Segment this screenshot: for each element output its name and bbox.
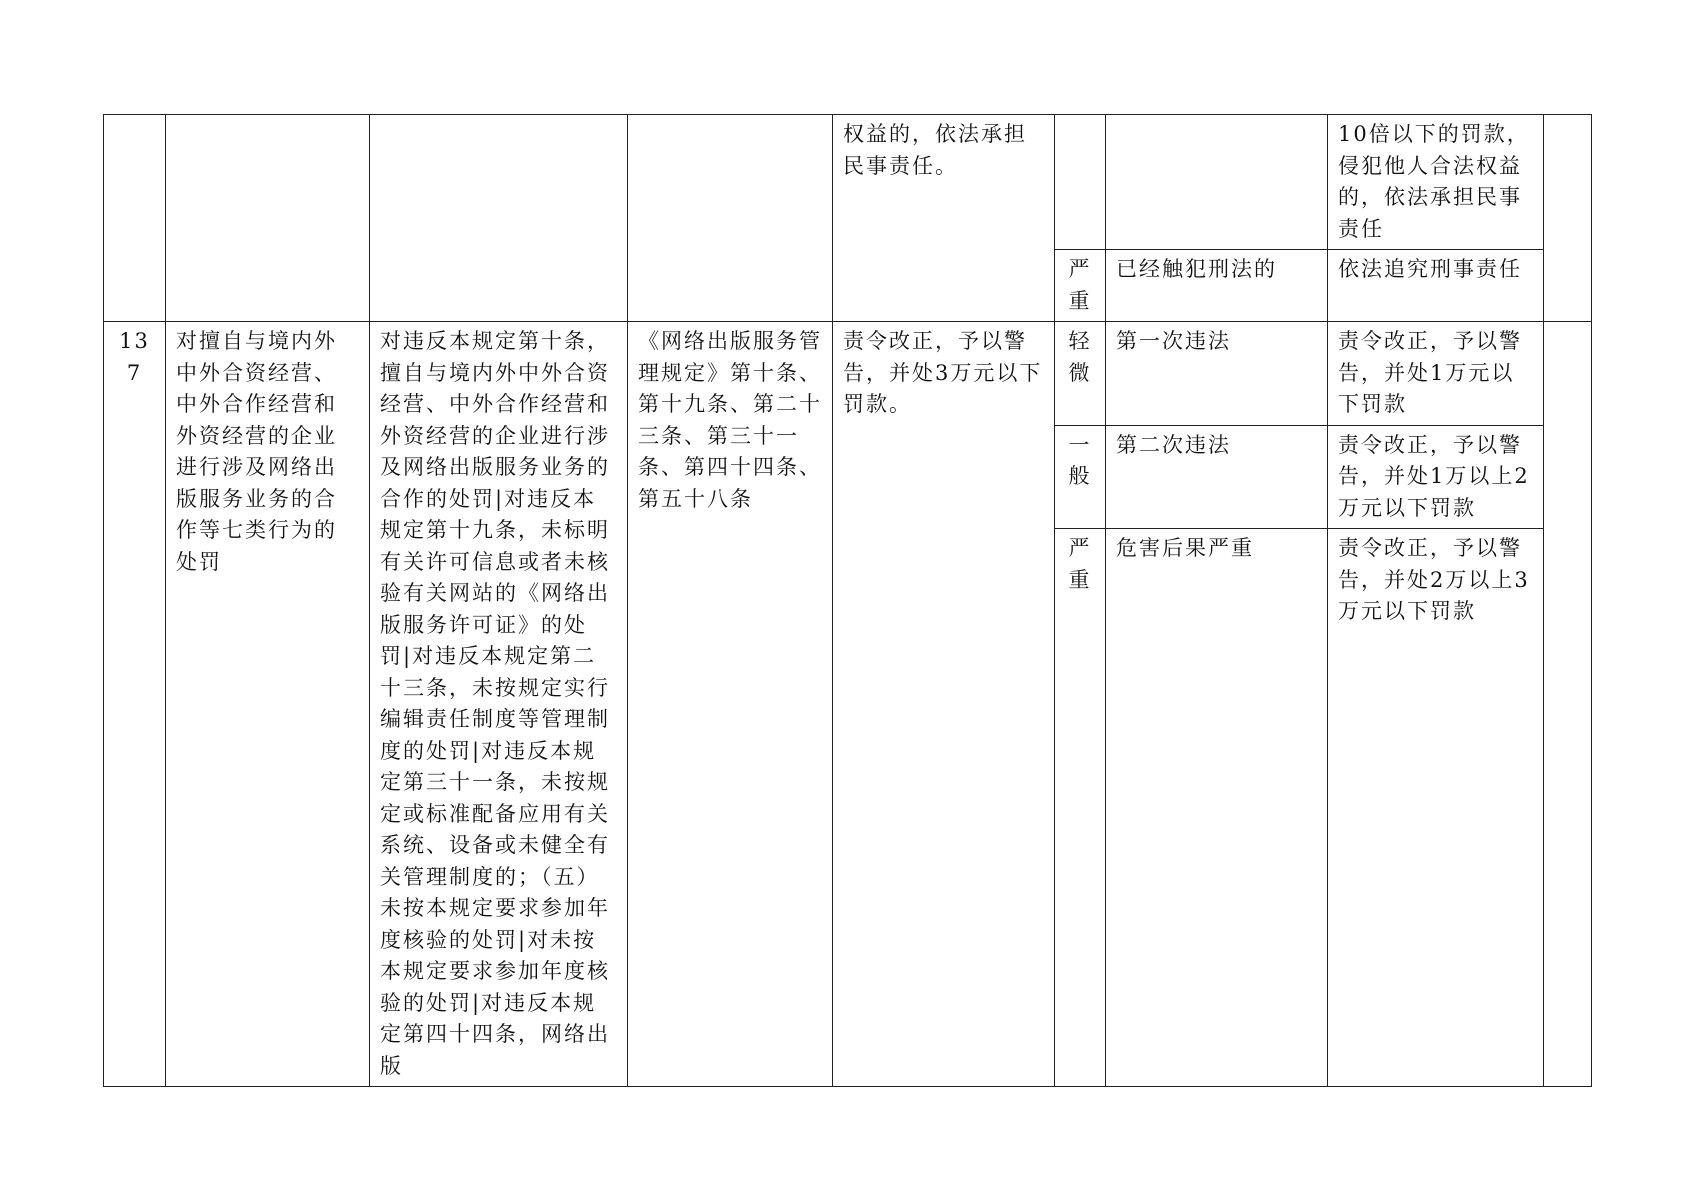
level-cell: 严 重	[1055, 250, 1106, 322]
entry-row-137	[104, 322, 1592, 426]
circumstance-cell: 第二次违法	[1106, 425, 1328, 529]
level-cell: 严 重	[1055, 529, 1106, 1087]
legal-basis-line-2: 第十九条、第二十三条、第三十一条、第四十四条、第五十八条	[638, 392, 822, 511]
circumstance-cell: 第一次违法	[1106, 322, 1328, 426]
item-name-cell	[166, 115, 370, 322]
penalty-cell: 责令改正，予以警告，并处1万元以下罚款	[1328, 322, 1544, 426]
remark-cell	[1544, 322, 1592, 1087]
circumstance-cell: 已经触犯刑法的	[1106, 250, 1328, 322]
legal-basis-line-1: 《网络出版服务管理规定》第十条、	[638, 329, 822, 385]
item-name-cell: 对擅自与境内外中外合资经营、中外合作经营和外资经营的企业进行涉及网络出版服务业务的合作等七类行为的处罚	[166, 322, 370, 1087]
level-cell: 轻 微	[1055, 322, 1106, 426]
penalty-cell: 责令改正，予以警告，并处1万以上2万元以下罚款	[1328, 425, 1544, 529]
level-cell	[1055, 115, 1106, 250]
penalty-cell: 依法追究刑事责任	[1328, 250, 1544, 322]
number-cell	[104, 115, 166, 322]
remark-cell	[1544, 115, 1592, 322]
legal-basis-cell	[628, 322, 833, 1087]
circumstance-cell	[1106, 115, 1328, 250]
penalty-cell: 责令改正，予以警告，并处2万以上3万元以下罚款	[1328, 529, 1544, 1087]
penalty-basis-cell: 责令改正，予以警告，并处3万元以下罚款。	[833, 322, 1055, 1087]
penalty-basis-cell: 权益的，依法承担民事责任。	[833, 115, 1055, 322]
item-content-cell: 对违反本规定第十条，擅自与境内外中外合资经营、中外合作经营和外资经营的企业进行涉及网络出版服务业务的合作的处罚|对违反本规定第十九条，未标明有关许可信息或者未核验有关网站的《网络出版服务许可证》的处罚|对违反本规定第二十三条，未按规定实行编辑责任制度等管理制度的处罚|对违反本规定第三十一条，未按规定或标准配备应用有关系统、设备或未健全有关管理制度的；（五）未按本规定要求参加年度核验的处罚|对未按本规定要求参加年度核验的处罚|对违反本规定第四十四条，网络出版	[370, 322, 628, 1087]
continuation-row	[104, 115, 1592, 250]
penalty-cell: 10倍以下的罚款，侵犯他人合法权益的，依法承担民事责任	[1328, 115, 1544, 250]
level-cell: 一 般	[1055, 425, 1106, 529]
legal-basis-cell	[628, 115, 833, 322]
penalty-standards-table	[103, 114, 1592, 1087]
circumstance-cell: 危害后果严重	[1106, 529, 1328, 1087]
number-cell: 137	[104, 322, 166, 1087]
item-content-cell	[370, 115, 628, 322]
